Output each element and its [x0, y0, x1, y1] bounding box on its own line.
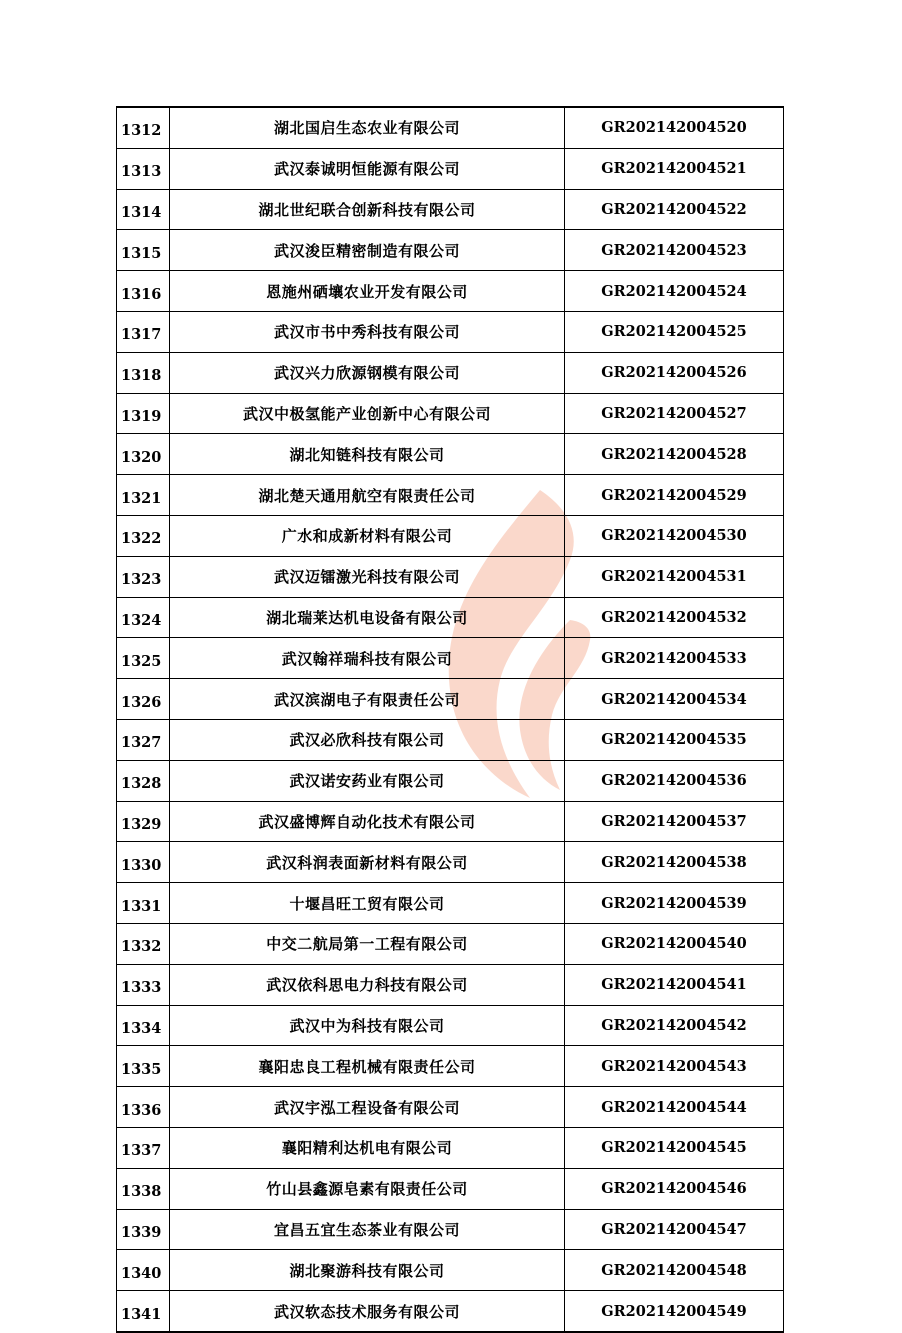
certificate-code: GR202142004521 [565, 148, 784, 189]
table-row [117, 679, 784, 720]
company-name: 武汉科润表面新材料有限公司 [170, 842, 565, 883]
certificate-code: GR202142004542 [565, 1005, 784, 1046]
table-row [117, 556, 784, 597]
row-number: 1336 [117, 1087, 170, 1128]
row-number: 1314 [117, 189, 170, 230]
row-number: 1322 [117, 515, 170, 556]
certificate-code: GR202142004539 [565, 883, 784, 924]
row-number: 1323 [117, 556, 170, 597]
certificate-code: GR202142004545 [565, 1127, 784, 1168]
table-row [117, 719, 784, 760]
row-number: 1331 [117, 883, 170, 924]
company-name: 武汉泰诚明恒能源有限公司 [170, 148, 565, 189]
row-number: 1328 [117, 760, 170, 801]
certificate-code: GR202142004525 [565, 311, 784, 352]
certificate-code: GR202142004548 [565, 1250, 784, 1291]
row-number: 1339 [117, 1209, 170, 1250]
certificate-code: GR202142004527 [565, 393, 784, 434]
table-row [117, 1250, 784, 1291]
company-name: 湖北聚游科技有限公司 [170, 1250, 565, 1291]
row-number: 1321 [117, 475, 170, 516]
table-row [117, 230, 784, 271]
table-row [117, 352, 784, 393]
company-name: 武汉翰祥瑞科技有限公司 [170, 638, 565, 679]
company-name: 武汉宇泓工程设备有限公司 [170, 1087, 565, 1128]
certificate-code: GR202142004543 [565, 1046, 784, 1087]
table-row [117, 923, 784, 964]
company-table [116, 106, 784, 1333]
row-number: 1330 [117, 842, 170, 883]
certificate-code: GR202142004528 [565, 434, 784, 475]
row-number: 1333 [117, 964, 170, 1005]
row-number: 1320 [117, 434, 170, 475]
certificate-code: GR202142004531 [565, 556, 784, 597]
company-name: 武汉必欣科技有限公司 [170, 719, 565, 760]
table-row [117, 597, 784, 638]
row-number: 1340 [117, 1250, 170, 1291]
row-number: 1317 [117, 311, 170, 352]
row-number: 1326 [117, 679, 170, 720]
row-number: 1337 [117, 1127, 170, 1168]
row-number: 1319 [117, 393, 170, 434]
company-name: 恩施州硒壤农业开发有限公司 [170, 271, 565, 312]
table-row [117, 271, 784, 312]
certificate-code: GR202142004541 [565, 964, 784, 1005]
company-name: 竹山县鑫源皂素有限责任公司 [170, 1168, 565, 1209]
certificate-code: GR202142004537 [565, 801, 784, 842]
certificate-code: GR202142004524 [565, 271, 784, 312]
table-row [117, 434, 784, 475]
certificate-code: GR202142004534 [565, 679, 784, 720]
row-number: 1313 [117, 148, 170, 189]
certificate-code: GR202142004529 [565, 475, 784, 516]
row-number: 1325 [117, 638, 170, 679]
table-row [117, 148, 784, 189]
table-row [117, 1291, 784, 1332]
certificate-code: GR202142004538 [565, 842, 784, 883]
certificate-code: GR202142004533 [565, 638, 784, 679]
company-name: 武汉盛博辉自动化技术有限公司 [170, 801, 565, 842]
certificate-code: GR202142004532 [565, 597, 784, 638]
company-name: 襄阳精利达机电有限公司 [170, 1127, 565, 1168]
table-row [117, 638, 784, 679]
company-name: 湖北瑞莱达机电设备有限公司 [170, 597, 565, 638]
certificate-code: GR202142004546 [565, 1168, 784, 1209]
table-row [117, 1209, 784, 1250]
table-row [117, 311, 784, 352]
company-name: 湖北楚天通用航空有限责任公司 [170, 475, 565, 516]
certificate-code: GR202142004549 [565, 1291, 784, 1332]
table-row [117, 801, 784, 842]
company-name: 武汉市书中秀科技有限公司 [170, 311, 565, 352]
company-name: 宜昌五宜生态茶业有限公司 [170, 1209, 565, 1250]
company-name: 武汉迈镭激光科技有限公司 [170, 556, 565, 597]
company-name: 襄阳忠良工程机械有限责任公司 [170, 1046, 565, 1087]
row-number: 1327 [117, 719, 170, 760]
certificate-code: GR202142004536 [565, 760, 784, 801]
row-number: 1334 [117, 1005, 170, 1046]
row-number: 1324 [117, 597, 170, 638]
table-row [117, 760, 784, 801]
row-number: 1335 [117, 1046, 170, 1087]
row-number: 1332 [117, 923, 170, 964]
row-number: 1338 [117, 1168, 170, 1209]
table-row [117, 842, 784, 883]
table-row [117, 1046, 784, 1087]
certificate-code: GR202142004526 [565, 352, 784, 393]
table-row [117, 393, 784, 434]
table-row [117, 1168, 784, 1209]
company-name: 十堰昌旺工贸有限公司 [170, 883, 565, 924]
company-name: 武汉兴力欣源钢模有限公司 [170, 352, 565, 393]
company-name: 武汉依科思电力科技有限公司 [170, 964, 565, 1005]
table-row [117, 1127, 784, 1168]
table-row [117, 515, 784, 556]
table-row [117, 1087, 784, 1128]
company-name: 武汉中极氢能产业创新中心有限公司 [170, 393, 565, 434]
certificate-code: GR202142004520 [565, 107, 784, 148]
certificate-code: GR202142004523 [565, 230, 784, 271]
company-name: 武汉中为科技有限公司 [170, 1005, 565, 1046]
company-name: 武汉软态技术服务有限公司 [170, 1291, 565, 1332]
company-name: 武汉滨湖电子有限责任公司 [170, 679, 565, 720]
row-number: 1341 [117, 1291, 170, 1332]
certificate-code: GR202142004540 [565, 923, 784, 964]
company-name: 中交二航局第一工程有限公司 [170, 923, 565, 964]
company-name: 湖北世纪联合创新科技有限公司 [170, 189, 565, 230]
certificate-code: GR202142004544 [565, 1087, 784, 1128]
row-number: 1329 [117, 801, 170, 842]
table-row [117, 107, 784, 148]
certificate-code: GR202142004522 [565, 189, 784, 230]
row-number: 1318 [117, 352, 170, 393]
company-name: 湖北国启生态农业有限公司 [170, 107, 565, 148]
table-row [117, 1005, 784, 1046]
table-row [117, 475, 784, 516]
company-name: 武汉诺安药业有限公司 [170, 760, 565, 801]
certificate-code: GR202142004530 [565, 515, 784, 556]
table-body [117, 107, 784, 1332]
row-number: 1316 [117, 271, 170, 312]
company-name: 武汉浚臣精密制造有限公司 [170, 230, 565, 271]
row-number: 1312 [117, 107, 170, 148]
table-row [117, 189, 784, 230]
table-row [117, 883, 784, 924]
table-row [117, 964, 784, 1005]
row-number: 1315 [117, 230, 170, 271]
certificate-code: GR202142004535 [565, 719, 784, 760]
company-name: 广水和成新材料有限公司 [170, 515, 565, 556]
certificate-code: GR202142004547 [565, 1209, 784, 1250]
company-name: 湖北知链科技有限公司 [170, 434, 565, 475]
